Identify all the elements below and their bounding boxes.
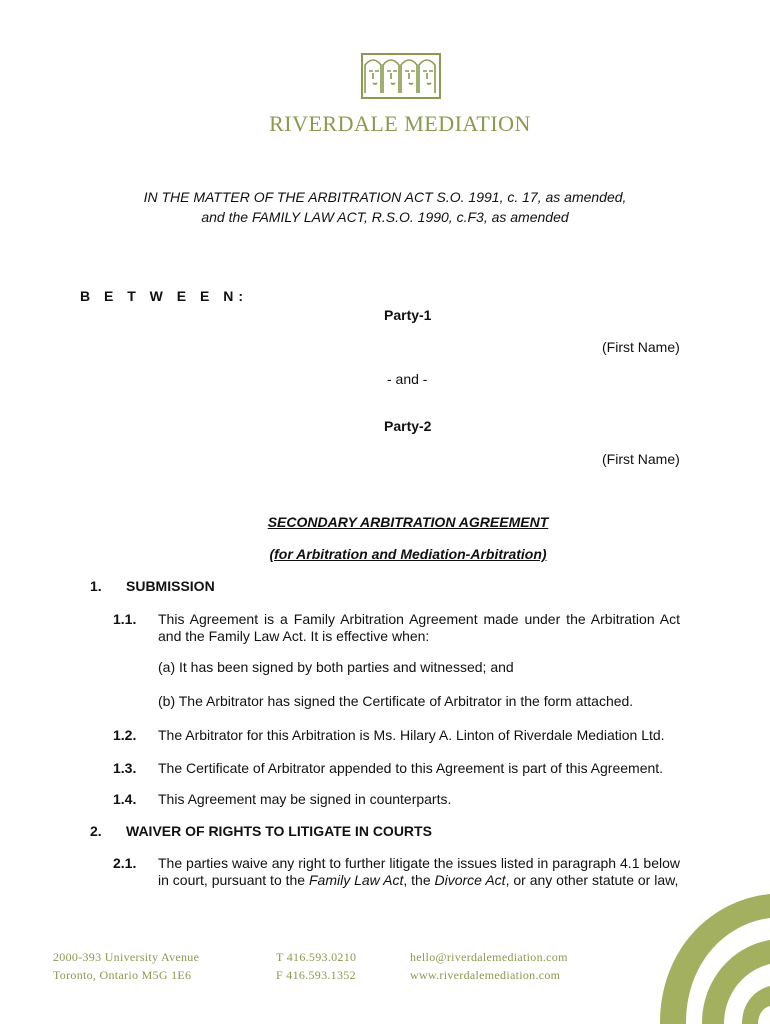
party-1-first-name: (First Name) [602, 339, 680, 355]
para-1-3-number: 1.3. [113, 760, 137, 776]
section-1-title: SUBMISSION [126, 578, 215, 594]
decorative-swirl-icon [620, 880, 770, 1024]
para-1-4-text: This Agreement may be signed in counterparts. [158, 791, 452, 807]
footer-fax: F 416.593.1352 [276, 968, 356, 982]
matter-line-2: and the FAMILY LAW ACT, R.S.O. 1990, c.F3, as amended [201, 209, 569, 225]
party-2-label: Party-2 [384, 418, 432, 434]
section-2-title: WAIVER OF RIGHTS TO LITIGATE IN COURTS [126, 823, 432, 839]
para-1-1-b: (b) The Arbitrator has signed the Certificate of Arbitrator in the form attached. [158, 693, 634, 709]
para-2-1-text: The parties waive any right to further litigate the issues listed in paragraph 4.1 below in court, pursuant to the Family Law Act, the Divorce Act, or any other statute or law, [158, 855, 680, 888]
para-1-3-text: The Certificate of Arbitrator appended to this Agreement is part of this Agreement. [158, 760, 664, 776]
matter-line-1: IN THE MATTER OF THE ARBITRATION ACT S.O. 1991, c. 17, as amended, [143, 189, 627, 205]
para-1-2-number: 1.2. [113, 727, 137, 743]
para-1-1-text: This Agreement is a Family Arbitration Agreement made under the Arbitration Act and the Family Law Act. It is effective when: [158, 611, 680, 644]
para-1-1-number: 1.1. [113, 611, 137, 627]
footer-phone: T 416.593.0210 [276, 950, 357, 964]
between-label: B E T W E E N: [80, 288, 248, 304]
brand-name: RIVERDALE MEDIATION [269, 111, 531, 136]
footer-address-1: 2000-393 University Avenue [53, 950, 200, 964]
para-1-2-text: The Arbitrator for this Arbitration is Ms. Hilary A. Linton of Riverdale Mediation Ltd. [158, 727, 665, 743]
section-2-number: 2. [90, 823, 102, 839]
para-2-1-number: 2.1. [113, 855, 137, 871]
footer-email[interactable]: hello@riverdalemediation.com [410, 950, 568, 964]
para-1-4-number: 1.4. [113, 791, 137, 807]
para-1-1-a: (a) It has been signed by both parties and witnessed; and [158, 659, 514, 675]
four-faces-logo-icon [361, 53, 441, 99]
and-label: - and - [387, 371, 428, 387]
party-2-first-name: (First Name) [602, 451, 680, 467]
footer-website[interactable]: www.riverdalemediation.com [410, 968, 561, 982]
agreement-title: SECONDARY ARBITRATION AGREEMENT [267, 514, 549, 530]
agreement-subtitle: (for Arbitration and Mediation-Arbitration) [269, 546, 547, 562]
footer-address-2: Toronto, Ontario M5G 1E6 [53, 968, 192, 982]
section-1-number: 1. [90, 578, 102, 594]
party-1-label: Party-1 [384, 307, 432, 323]
